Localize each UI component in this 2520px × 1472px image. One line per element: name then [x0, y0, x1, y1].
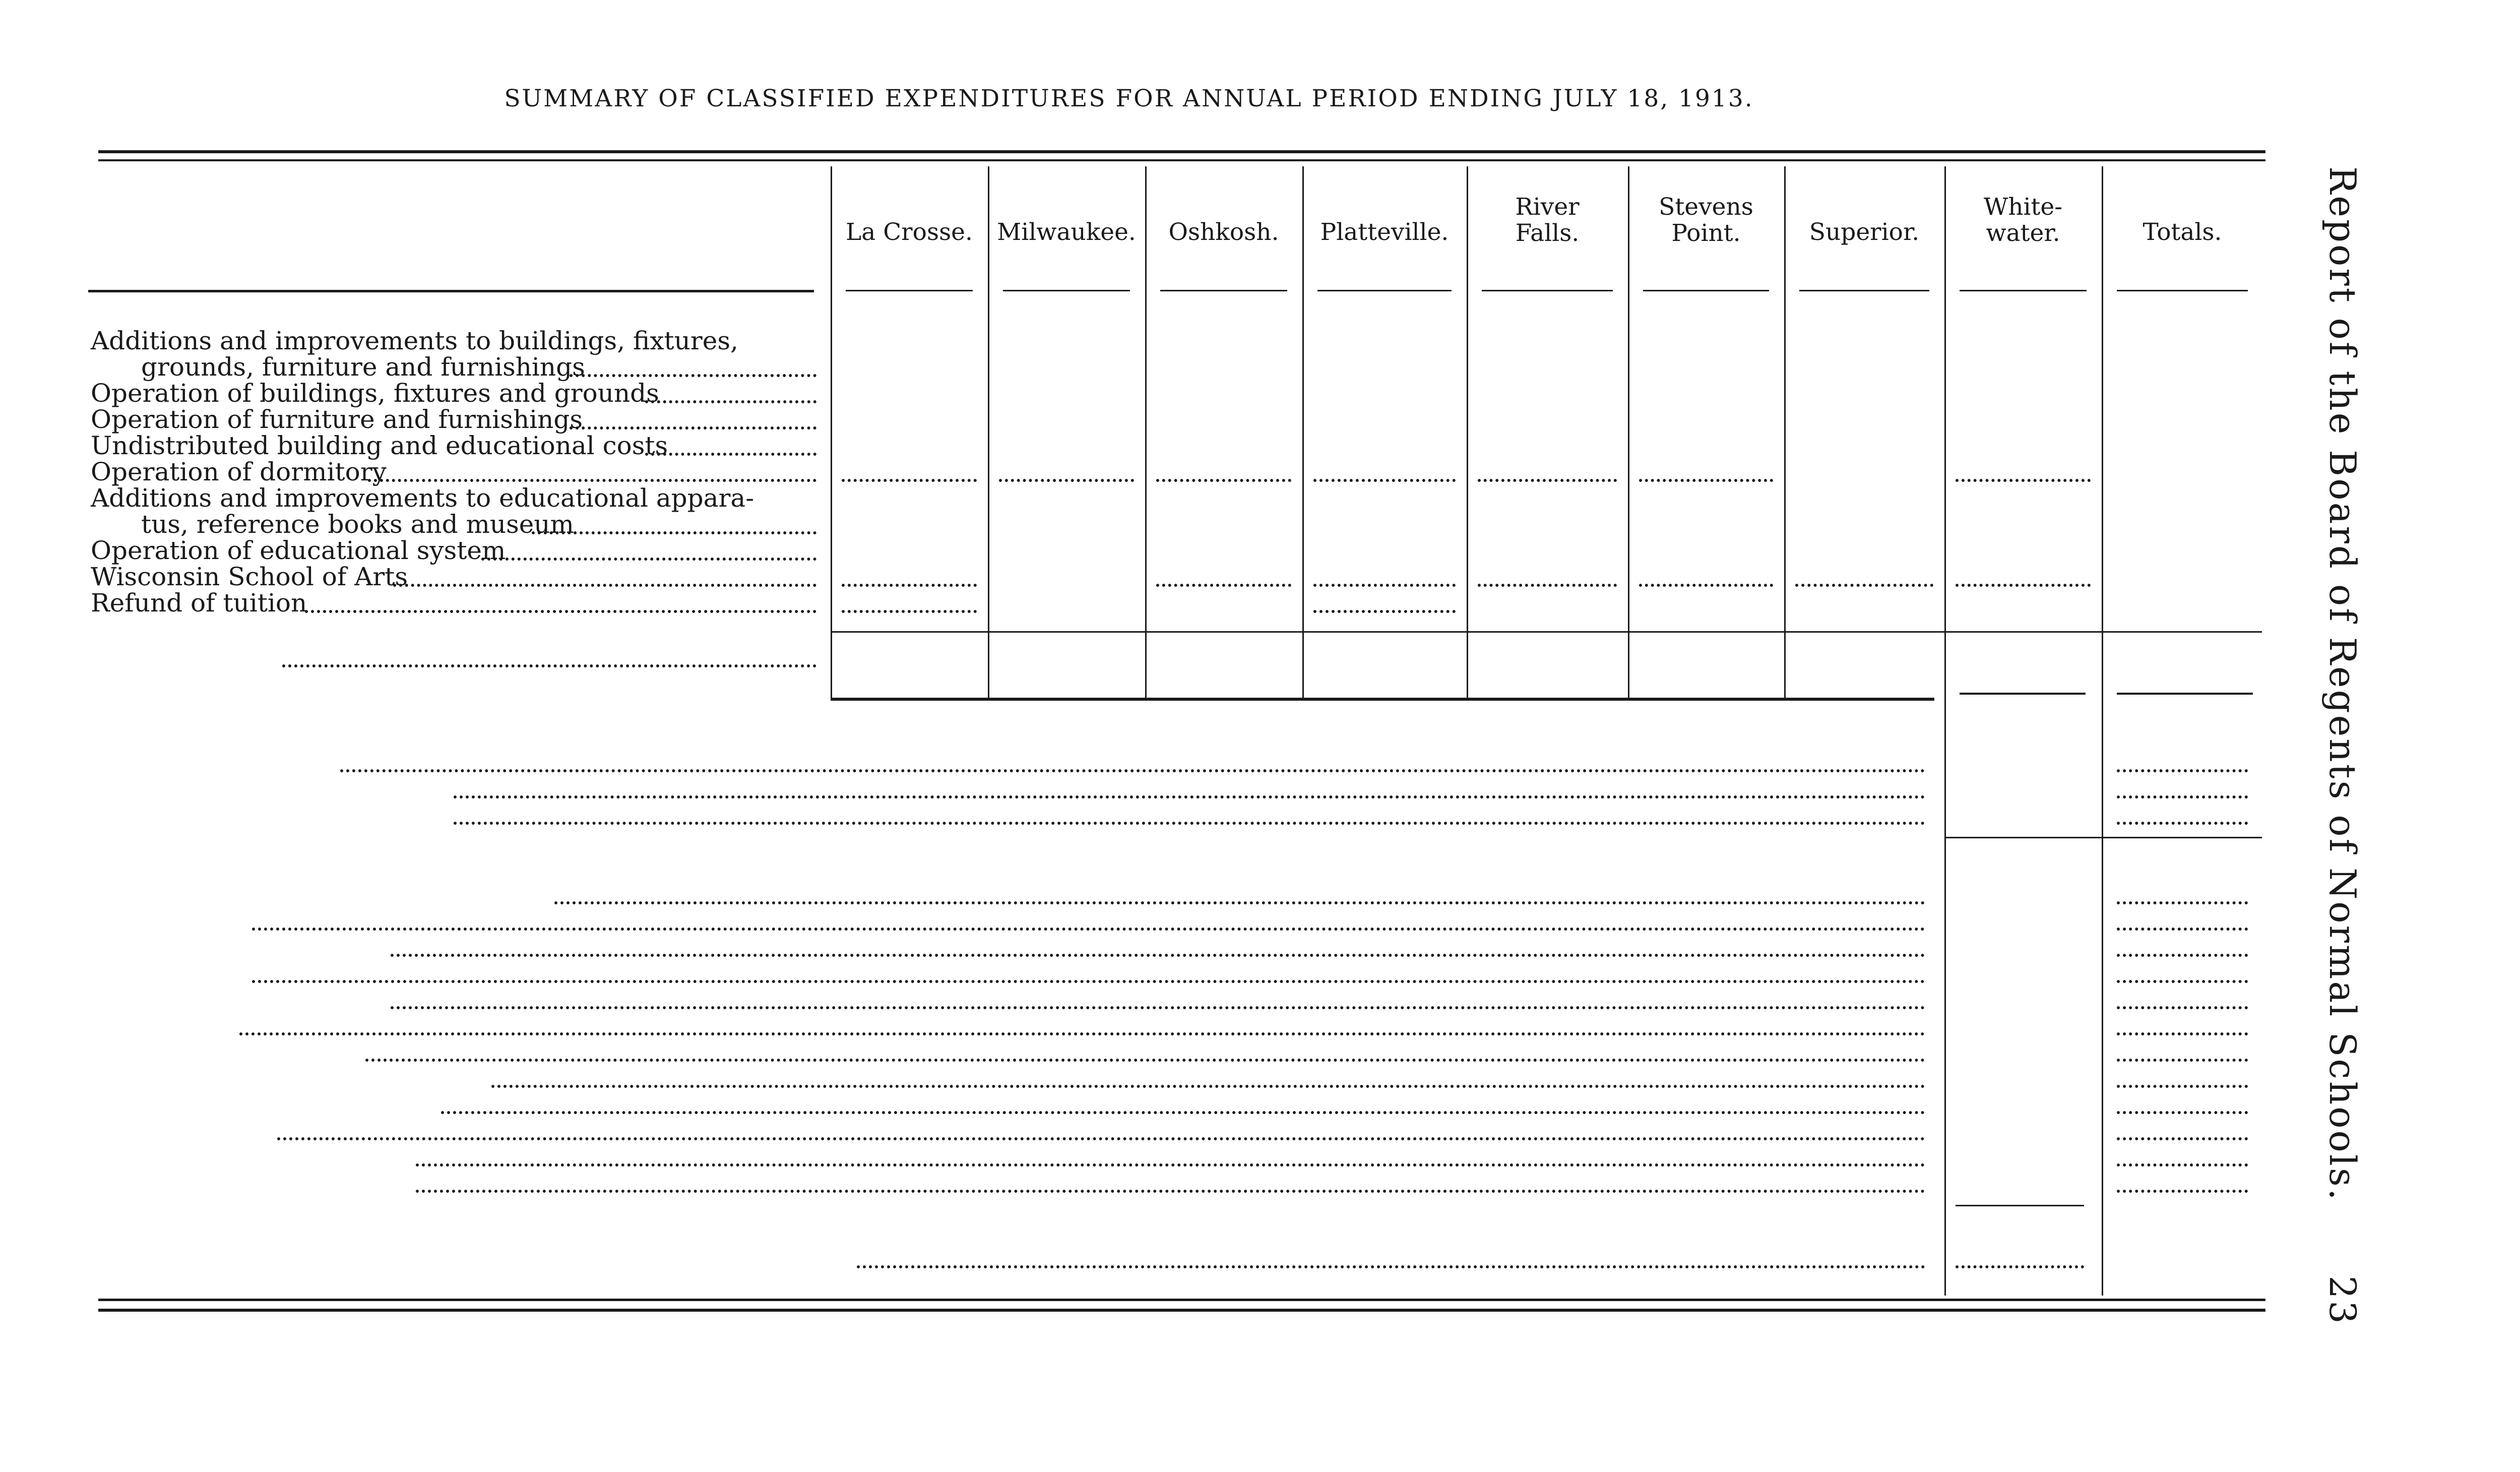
leader-dots — [239, 1012, 1925, 1035]
header-rule-col — [846, 290, 973, 291]
empty-cell-dots — [1795, 564, 1933, 587]
empty-cell-dots — [1156, 564, 1291, 587]
page-number: 23 — [2321, 1275, 2364, 1326]
column-header: Platteville. — [1320, 218, 1449, 246]
whitewater-left-rule-lower — [1944, 701, 1946, 1296]
leader-dots — [368, 459, 816, 482]
row-label: Operation of dormitory — [91, 457, 387, 486]
leader-dots — [481, 537, 816, 561]
column-header: La Crosse. — [846, 218, 973, 246]
header-rule-col — [1003, 290, 1130, 291]
empty-cell-dots — [2117, 907, 2248, 931]
empty-cell-dots — [2117, 1170, 2248, 1193]
leader-dots — [252, 960, 1925, 983]
header-rule-col — [1643, 290, 1769, 291]
empty-cell-dots — [2117, 802, 2248, 825]
whitewater-sum-rule-a — [1960, 693, 2086, 695]
column-rule — [2102, 166, 2103, 701]
empty-cell-dots — [1313, 590, 1456, 613]
column-rule — [1145, 166, 1147, 701]
column-header: Totals. — [2143, 218, 2222, 246]
totals-sum-rule-a — [2117, 693, 2253, 695]
empty-cell-dots — [2117, 1038, 2248, 1062]
empty-cell-dots — [1956, 459, 2091, 482]
leader-dots — [277, 1117, 1925, 1140]
leader-dots — [393, 564, 816, 587]
admin-sum-rule — [1956, 1205, 2084, 1206]
column-rule — [1302, 166, 1304, 701]
empty-cell-dots — [2117, 1143, 2248, 1167]
leader-dots — [441, 1091, 1925, 1114]
row-label: grounds, furniture and furnishings — [141, 352, 585, 382]
running-head-text: Report of the Board of Regents of Normal Schools. — [2321, 166, 2364, 1202]
top-double-rule-a — [98, 150, 2265, 153]
empty-cell-dots — [2117, 986, 2248, 1009]
bottom-double-rule-a — [98, 1299, 2265, 1301]
header-rule-col — [1317, 290, 1452, 291]
row-label: Operation of buildings, fixtures and grounds — [91, 379, 659, 408]
empty-cell-dots — [999, 459, 1134, 482]
running-head — [2323, 166, 2364, 1326]
leader-dots — [340, 749, 1925, 772]
leader-dots — [305, 590, 816, 613]
empty-cell-dots — [2117, 1117, 2248, 1140]
empty-cell-dots — [2117, 1091, 2248, 1114]
leader-dots — [252, 907, 1925, 931]
empty-cell-dots — [1313, 459, 1456, 482]
row-label: Additions and improvements to buildings, fixtures, — [91, 326, 738, 355]
empty-cell-dots — [2117, 881, 2248, 904]
leader-dots — [532, 511, 816, 534]
column-header: White- water. — [1983, 193, 2063, 247]
header-rule-label — [88, 290, 814, 292]
leader-dots — [570, 406, 816, 430]
column-rule — [1784, 166, 1786, 701]
header-rule-col — [1960, 290, 2087, 291]
column-header: River Falls. — [1515, 193, 1580, 247]
row-label: Refund of tuition — [91, 588, 307, 618]
leader-dots — [391, 986, 1925, 1009]
leader-dots — [645, 433, 816, 456]
institutes-sum-rule — [1944, 837, 2262, 838]
column-rule — [1944, 166, 1946, 701]
leader-dots — [454, 775, 1925, 799]
empty-cell-dots — [2117, 749, 2248, 772]
leader-dots — [282, 644, 816, 667]
row-label: Wisconsin School of Arts — [91, 562, 408, 591]
header-rule-col — [1799, 290, 1929, 291]
header-rule-col — [2117, 290, 2248, 291]
totals-left-rule-lower — [2102, 701, 2103, 1296]
empty-cell-dots — [1639, 564, 1773, 587]
bottom-double-rule-b — [98, 1309, 2265, 1312]
leader-dots — [554, 881, 1925, 904]
totals-bottom-rule — [831, 698, 1934, 701]
empty-cell-dots — [1313, 564, 1456, 587]
empty-cell-dots — [842, 459, 977, 482]
top-double-rule-b — [98, 159, 2265, 161]
header-rule-col — [1482, 290, 1613, 291]
leader-dots — [416, 1143, 1925, 1167]
empty-cell-dots — [2117, 775, 2248, 799]
empty-cell-dots — [2117, 1065, 2248, 1088]
leader-dots — [454, 802, 1925, 825]
empty-cell-dots — [1956, 1245, 2084, 1268]
empty-cell-dots — [1478, 564, 1617, 587]
leader-dots — [645, 380, 816, 403]
leader-dots — [570, 354, 816, 377]
row-label: Operation of furniture and furnishings — [91, 405, 583, 434]
column-header: Milwaukee. — [997, 218, 1136, 246]
empty-cell-dots — [2117, 1012, 2248, 1035]
empty-cell-dots — [1478, 459, 1617, 482]
column-rule — [1467, 166, 1468, 701]
column-header: Superior. — [1809, 218, 1920, 246]
column-header: Stevens Point. — [1659, 193, 1753, 247]
leader-dots — [391, 934, 1925, 957]
row-label: Operation of educational system — [91, 536, 506, 565]
empty-cell-dots — [842, 564, 977, 587]
header-rule-col — [1160, 290, 1287, 291]
empty-cell-dots — [842, 590, 977, 613]
column-rule — [1628, 166, 1629, 701]
leader-dots — [416, 1170, 1925, 1193]
column-header: Oshkosh. — [1168, 218, 1279, 246]
empty-cell-dots — [1956, 564, 2091, 587]
leader-dots — [857, 1245, 1925, 1268]
page-title: SUMMARY OF CLASSIFIED EXPENDITURES FOR ANNUAL PERIOD ENDING JULY 18, 1913. — [504, 85, 1754, 112]
empty-cell-dots — [1156, 459, 1291, 482]
empty-cell-dots — [2117, 934, 2248, 957]
leader-dots — [365, 1038, 1925, 1062]
leader-dots — [491, 1065, 1925, 1088]
totals-top-rule — [831, 631, 2262, 633]
column-rule — [988, 166, 989, 701]
empty-cell-dots — [1639, 459, 1773, 482]
empty-cell-dots — [2117, 960, 2248, 983]
row-label: Additions and improvements to educational appara- — [91, 483, 754, 513]
column-rule — [831, 166, 832, 701]
row-label: tus, reference books and museum — [141, 510, 574, 539]
row-label: Undistributed building and educational costs — [91, 431, 668, 460]
